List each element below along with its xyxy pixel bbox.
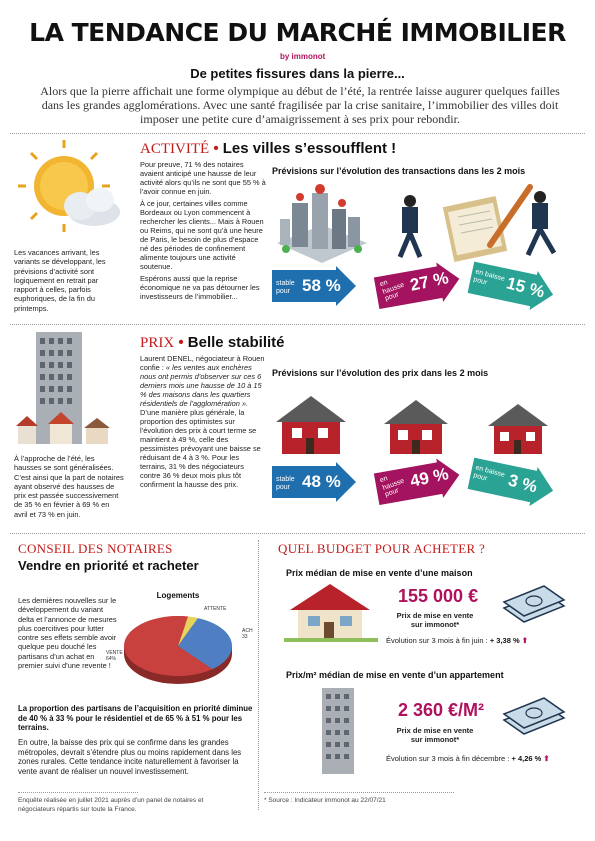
activite-headline: Les villes s’essoufflent ! <box>222 140 397 157</box>
source-footnote: * Source : Indicateur immonot au 22/07/21 <box>264 797 386 804</box>
activite-arrow-baisse: en baisse pour 15 % <box>470 266 554 306</box>
apartment-price: 2 360 €/M² <box>398 700 485 720</box>
divider <box>10 533 585 534</box>
prix-tag: PRIX <box>140 335 175 351</box>
prix-chart-title: Prévisions sur l’évolution des prix dans les 2 mois <box>272 368 489 378</box>
conseil-side-text: Les dernières nouvelles sur le développement du variant delta et l’annonce de mesures plus coercitives pour lutter contre ses effets semble avoir quelque peu douché les partisans d’un achat en premier suivi d’une revente ! <box>18 596 117 671</box>
prix-arrow-hausse: en hausse pour 49 % <box>376 462 460 502</box>
prix-arrow-stable: stable pour 48 % <box>272 462 356 502</box>
activite-body: Pour preuve, 71 % des notaires avaient anticipé une hausse de leur activité alors qu’ils ne sont que 55 % à l’avoir connue en juin. À ce jour, certaines villes comme Bordeaux ou Lyon commencent à rechercher les clients... Mais à Rouen ou Reims, qui ne sont qu’à une heure de Paris, le besoin de plus d’espace né des périodes de confinement alimente toujours une activité soutenue. Espérons aussi que la reprise économique ne va pas détourner les investisseurs de l’immobilier... <box>140 160 266 301</box>
activite-chart-title: Prévisions sur l’évolution des transactions dans les 2 mois <box>272 166 526 176</box>
sun-cloud-illustration <box>14 140 122 240</box>
house-price-sub: Prix de mise en vente sur immonot* <box>396 611 474 629</box>
pie-chart <box>108 588 258 692</box>
buildings-illustration <box>14 330 122 448</box>
activite-arrow-hausse: en hausse pour 27 % <box>376 266 460 306</box>
activite-arrow-stable: stable pour 58 % <box>272 266 356 306</box>
money-icon <box>498 696 568 740</box>
prix-body: Laurent DENEL, négociateur à Rouen confie : « les ventes aux enchères nous ont permis d’observer sur ces 6 derniers mois une hausse de 10 à 15 % des maisons dans les quartiers résidentiels de l’agglomération ». D’une manière plus générale, la proportion des optimistes sur l’évolution des prix à court terme se maintient à 49 %, celle des pessimistes prévoyant une baisse se réduisant de 4 à 3 %. Pour les terrains, 31 % des négociateurs contre 36 % deux mois plus tôt confirment la hausse des prix. <box>140 354 265 489</box>
divider <box>18 792 138 793</box>
intro-text: Alors que la pierre affichait une forme olympique au début de l’été, la rentrée laisse augurer quelques failles dans les grandes agglomérations. Avec une santé fragilisée par la crise sanitaire, l’immobilier des villes doit imposer une petite cure d’amaigrissement à ses prix pour rebondir. <box>40 84 560 126</box>
divider <box>264 792 454 793</box>
pie-label-achat: ACH 33 <box>242 628 253 640</box>
conseil-body-text: En outre, la baisse des prix qui se confirme dans les grandes métropoles, devrait s’étendre plus ou moins rapidement dans les zones rurales. Cette tendance incite naturellement à favoriser la vente avant de réaliser un nouvel investissement. <box>18 738 242 776</box>
page-title: LA TENDANCE DU MARCHÉ IMMOBILIER <box>29 18 566 47</box>
money-icon <box>498 584 568 628</box>
activite-side-text: Les vacances arrivant, les variants se développant, les prévisions d’activité sont logiquement en retrait par rapport à celles, parfois euphoriques, de la fin du printemps. <box>14 248 106 313</box>
prix-headline: Belle stabilité <box>187 334 285 351</box>
apartment-building-illustration <box>318 686 358 774</box>
up-arrow-icon: ⬆ <box>543 754 550 763</box>
prix-side-text: À l’approche de l’été, les hausses se sont généralisées. C’est ainsi que la part de notaires ayant observé des hausses de prix est passée successivement de 35 % en février à 69 % en avril et 73 % en juin. <box>14 454 124 519</box>
apartment-label: Prix/m² médian de mise en vente d’un appartement <box>286 670 504 680</box>
pie-label-vente: VENTE 64% <box>106 650 123 662</box>
apartment-evolution: Évolution sur 3 mois à fin décembre : + 4,26 % ⬆ <box>386 754 550 763</box>
divider <box>10 324 585 325</box>
conseil-tag: CONSEIL DES NOTAIRES <box>18 541 173 556</box>
activite-tag: ACTIVITÉ <box>140 141 210 157</box>
conseil-headline: Vendre en priorité et racheter <box>18 558 199 573</box>
apartment-price-sub: Prix de mise en vente sur immonot* <box>396 726 474 744</box>
house-evolution: Évolution sur 3 mois à fin juin : + 3,38 % ⬆ <box>386 636 529 645</box>
pie-label-attente: ATTENTE <box>204 606 227 612</box>
pie-title: Logements <box>156 591 200 600</box>
city-illustration <box>272 183 372 263</box>
page-subtitle: De petites fissures dans la pierre... <box>190 66 405 81</box>
house-price: 155 000 € <box>398 586 479 606</box>
divider-vertical <box>258 540 259 810</box>
activite-heading: ACTIVITÉ • Les villes s’essoufflent ! <box>140 140 397 157</box>
up-arrow-icon: ⬆ <box>521 636 529 645</box>
prix-heading: PRIX • Belle stabilité <box>140 334 285 351</box>
houses-illustration <box>272 392 572 456</box>
prix-arrow-baisse: en baisse pour 3 % <box>470 462 554 502</box>
house-illustration <box>284 582 378 642</box>
divider <box>10 133 585 134</box>
conseil-bold-text: La proportion des partisans de l’acquisition en priorité diminue de 40 % à 33 % pour le résidentiel et de 65 % à 51 % pour les terrains. <box>18 704 253 733</box>
survey-footnote: Enquête réalisée en juillet 2021 auprès d’un panel de notaires et négociateurs répartis sur toute la France. <box>18 797 204 813</box>
house-label: Prix médian de mise en vente d’une maison <box>286 568 473 578</box>
byline: by immonot <box>280 52 326 61</box>
business-illustration <box>390 183 570 263</box>
budget-tag: QUEL BUDGET POUR ACHETER ? <box>278 541 486 556</box>
